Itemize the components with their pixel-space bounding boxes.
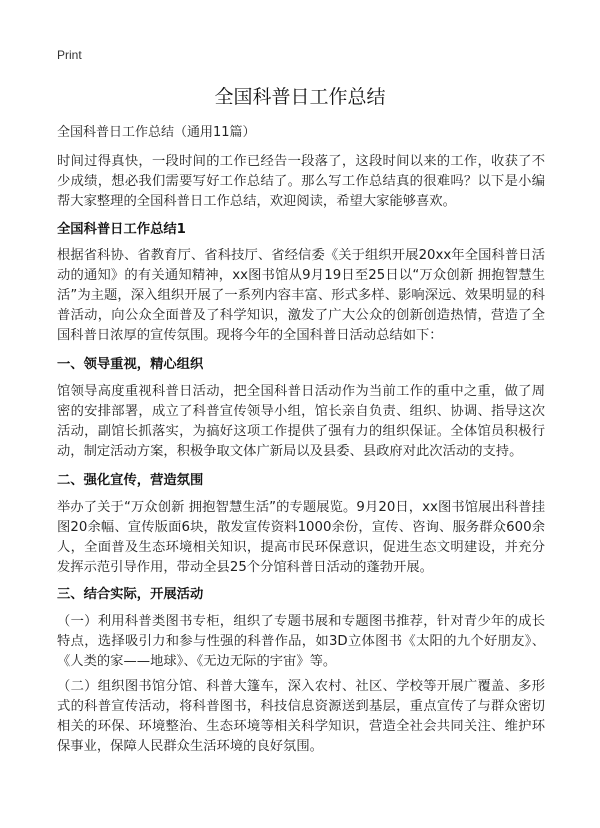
subsection-heading-3: 三、结合实际，开展活动 [57, 587, 204, 602]
paragraph-3: （一）利用科普类图书专柜，组织了专题书展和专题图书推荐，针对青少年的成长特点，选择吸引力和参与性强的科普作品，如3D立体图书《太阳的九个好朋友》、《人类的家——地球》、《无边无际的宇宙》等。 [57, 614, 545, 669]
subsection-heading-1: 一、领导重视，精心组织 [57, 357, 204, 372]
intro-paragraph: 时间过得真快，一段时间的工作已经告一段落了，这段时间以来的工作，收获了不少成绩，想必我们需要写好工作总结了。那么写工作总结真的很难吗？以下是小编帮大家整理的全国科普日工作总结，欢迎阅读，希望大家能够喜欢。 [57, 154, 545, 209]
section-heading: 全国科普日工作总结1 [57, 222, 186, 237]
paragraph-4: （二）组织图书馆分馆、科普大篷车，深入农村、社区、学校等开展广覆盖、多形式的科普宣传活动，将科普图书，科技信息资源送到基层，重点宣传了与群众密切相关的环保、环境整治、生态环境等相关科学知识，营造全社会共同关注、维护环保事业，保障人民群众生活环境的良好氛围。 [57, 679, 545, 754]
print-link[interactable]: Print [57, 48, 82, 62]
subsection-heading-2: 二、强化宣传，营造氛围 [57, 473, 204, 488]
page-title: 全国科普日工作总结 [214, 86, 386, 108]
document-subtitle: 全国科普日工作总结（通用11篇） [57, 125, 256, 140]
section-body-paragraph: 根据省科协、省教育厅、省科技厅、省经信委《关于组织开展20xx年全国科普日活动的通知》的有关通知精神，xx图书馆从9月19日至25日以“万众创新 拥抱智慧生活”为主题，深入组织开展了一系列内容丰富、形式多样、影响深远、效果明显的科普活动，向公众全面普及了科学知识，激发了广大公众的创新创造热情，营造了全国科普日浓厚的宣传氛围。现将今年的全国科普日活动总结如下： [57, 248, 545, 343]
paragraph-1: 馆领导高度重视科普日活动，把全国科普日活动作为当前工作的重中之重，做了周密的安排部署，成立了科普宣传领导小组，馆长亲自负责、组织、协调、指导这次活动，副馆长抓落实，为搞好这项工作提供了强有力的组织保证。全体馆员积极行动，制定活动方案，积极争取文体广新局以及县委、县政府对此次活动的支持。 [57, 384, 545, 459]
paragraph-2: 举办了关于“万众创新 拥抱智慧生活”的专题展览。9月20日，xx图书馆展出科普挂图20余幅、宣传版面6块，散发宣传资料1000余份，宣传、咨询、服务群众600余人，全面普及生态环境相关知识，提高市民环保意识，促进生态文明建设，并充分发挥示范引导作用，带动全县25个分馆科普日活动的蓬勃开展。 [57, 500, 545, 575]
